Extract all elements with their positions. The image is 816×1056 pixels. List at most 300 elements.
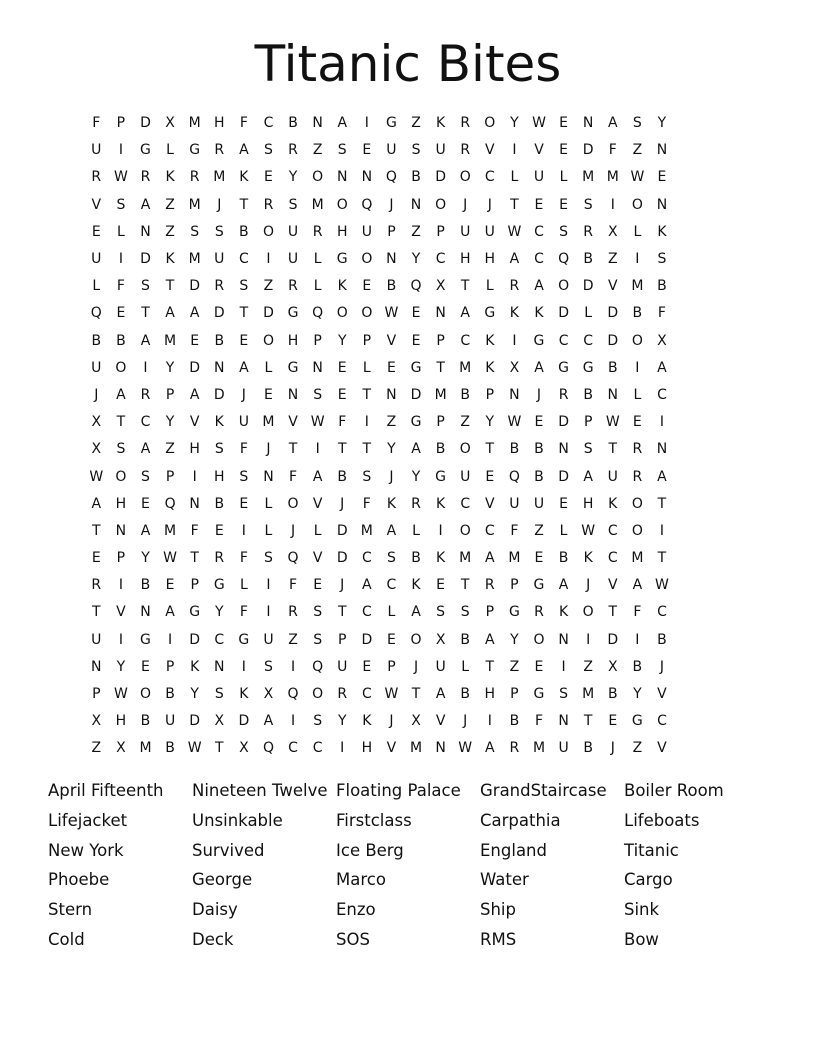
word-list-item: Lifeboats — [624, 810, 700, 830]
grid-letter: A — [411, 604, 421, 621]
grid-letter: V — [116, 604, 126, 621]
grid-letter: T — [485, 441, 495, 458]
grid-letter: Z — [386, 414, 397, 431]
grid-letter: G — [508, 604, 520, 621]
grid-letter: N — [435, 305, 446, 322]
grid-letter: R — [411, 495, 421, 512]
grid-letter: Y — [411, 468, 421, 485]
grid-letter: O — [582, 604, 594, 621]
grid-letter: F — [510, 522, 519, 539]
grid-letter: B — [460, 386, 470, 403]
grid-letter: L — [461, 658, 470, 675]
grid-letter: Y — [510, 115, 519, 132]
grid-letter: S — [116, 441, 126, 458]
grid-letter: A — [337, 115, 348, 132]
grid-letter: R — [583, 223, 594, 240]
grid-letter: A — [263, 713, 274, 730]
word-list-item: Water — [480, 870, 529, 890]
grid-letter: D — [607, 305, 619, 322]
grid-letter: U — [337, 658, 348, 675]
grid-letter: T — [141, 305, 150, 322]
grid-letter: A — [386, 522, 397, 539]
grid-letter: M — [188, 115, 201, 132]
grid-letter: M — [409, 740, 423, 757]
grid-letter: K — [608, 495, 618, 512]
grid-letter: I — [118, 142, 123, 159]
grid-letter: I — [266, 604, 271, 621]
grid-letter: S — [362, 468, 372, 485]
word-list-item: Bow — [624, 929, 659, 949]
grid-letter: L — [239, 577, 248, 594]
grid-letter: P — [510, 686, 519, 703]
word-list-item: April Fifteenth — [48, 781, 164, 800]
grid-letter: T — [92, 522, 101, 539]
grid-letter: S — [141, 468, 150, 485]
grid-letter: A — [239, 359, 249, 376]
grid-letter: R — [509, 740, 520, 757]
grid-letter: I — [241, 522, 246, 539]
grid-letter: E — [141, 658, 150, 675]
word-list-item: Ice Berg — [336, 840, 404, 860]
grid-letter: N — [435, 740, 446, 757]
grid-letter: E — [91, 550, 101, 567]
grid-letter: G — [287, 305, 299, 322]
grid-letter: H — [459, 251, 471, 268]
grid-letter: Y — [165, 414, 175, 431]
grid-letter: E — [337, 359, 347, 376]
grid-letter: V — [386, 332, 397, 349]
grid-letter: H — [484, 251, 496, 268]
grid-letter: G — [410, 414, 422, 431]
grid-letter: N — [558, 441, 569, 458]
grid-letter: U — [91, 359, 102, 376]
grid-letter: U — [287, 223, 299, 240]
grid-letter: Y — [633, 686, 642, 703]
grid-letter: R — [558, 386, 569, 403]
grid-letter: K — [485, 332, 495, 349]
grid-row — [84, 246, 732, 273]
grid-letter: U — [386, 142, 397, 159]
grid-letter: W — [630, 169, 645, 186]
grid-letter: X — [91, 414, 102, 431]
grid-letter: Z — [460, 414, 470, 431]
grid-letter: L — [510, 169, 519, 186]
word-list-item: Firstclass — [336, 810, 412, 830]
grid-letter: C — [607, 550, 618, 567]
grid-letter: D — [558, 305, 569, 322]
grid-letter: D — [140, 251, 151, 268]
grid-letter: X — [214, 713, 225, 730]
grid-letter: G — [140, 142, 151, 159]
grid-letter: O — [631, 522, 643, 539]
grid-letter: E — [559, 142, 568, 159]
grid-letter: V — [189, 414, 200, 431]
grid-letter: C — [657, 604, 667, 621]
grid-letter: D — [607, 631, 619, 648]
grid-letter: P — [485, 604, 495, 621]
grid-letter: L — [313, 251, 322, 268]
grid-letter: B — [632, 658, 643, 675]
grid-letter: W — [113, 686, 128, 703]
grid-letter: B — [534, 441, 544, 458]
grid-letter: S — [632, 115, 642, 132]
grid-letter: A — [583, 468, 593, 485]
grid-letter: Q — [410, 278, 422, 295]
grid-letter: V — [91, 196, 102, 213]
grid-letter: R — [91, 577, 102, 594]
grid-letter: E — [485, 468, 495, 485]
word-list-item: Survived — [192, 840, 265, 860]
grid-letter: J — [340, 577, 345, 594]
grid-letter: B — [435, 441, 446, 458]
grid-letter: S — [313, 604, 323, 621]
grid-letter: A — [411, 441, 421, 458]
grid-letter: Y — [165, 359, 175, 376]
grid-letter: X — [607, 223, 618, 240]
word-list-item: New York — [48, 840, 124, 860]
grid-letter: W — [507, 414, 522, 431]
grid-letter: H — [115, 495, 127, 512]
grid-row — [84, 708, 732, 735]
grid-letter: D — [582, 142, 594, 159]
grid-letter: X — [607, 658, 618, 675]
grid-letter: Q — [558, 251, 570, 268]
grid-letter: A — [140, 332, 151, 349]
grid-letter: J — [290, 522, 296, 539]
grid-letter: O — [533, 631, 545, 648]
grid-letter: N — [607, 386, 618, 403]
grid-letter: D — [238, 713, 250, 730]
grid-letter: B — [91, 332, 102, 349]
grid-letter: B — [386, 278, 397, 295]
grid-letter: N — [115, 522, 127, 539]
grid-letter: I — [635, 631, 640, 648]
grid-letter: K — [657, 223, 667, 240]
grid-letter: L — [264, 495, 273, 512]
grid-letter: E — [239, 495, 249, 512]
grid-row — [84, 491, 732, 518]
grid-letter: M — [532, 740, 546, 757]
word-list-item: Deck — [192, 929, 234, 949]
grid-letter: C — [534, 223, 544, 240]
grid-letter: E — [362, 658, 372, 675]
grid-letter: K — [239, 686, 249, 703]
grid-letter: J — [94, 386, 99, 403]
grid-letter: Y — [411, 251, 421, 268]
grid-letter: C — [657, 386, 667, 403]
grid-letter: C — [534, 251, 544, 268]
word-list-item: Lifejacket — [48, 810, 128, 830]
grid-letter: E — [141, 495, 150, 512]
grid-letter: D — [213, 305, 225, 322]
grid-letter: F — [534, 713, 544, 730]
grid-letter: B — [140, 713, 151, 730]
grid-letter: P — [338, 631, 347, 648]
word-list-item: Cargo — [624, 870, 673, 890]
grid-letter: F — [289, 577, 298, 594]
grid-letter: F — [116, 278, 125, 295]
grid-letter: E — [190, 332, 200, 349]
grid-letter: C — [484, 169, 495, 186]
grid-letter: Z — [509, 658, 520, 675]
grid-letter: J — [463, 196, 468, 213]
grid-letter: O — [287, 495, 299, 512]
grid-row — [84, 681, 732, 708]
grid-letter: J — [586, 577, 591, 594]
grid-letter: K — [362, 713, 372, 730]
grid-letter: O — [115, 359, 127, 376]
grid-letter: U — [558, 740, 569, 757]
grid-row — [84, 137, 732, 164]
grid-letter: F — [633, 604, 642, 621]
grid-letter: W — [384, 686, 399, 703]
grid-letter: R — [214, 142, 225, 159]
grid-letter: G — [558, 359, 569, 376]
grid-letter: D — [582, 278, 594, 295]
grid-row — [84, 627, 732, 654]
grid-letter: N — [214, 658, 225, 675]
grid-letter: B — [607, 686, 618, 703]
grid-letter: L — [633, 386, 642, 403]
grid-letter: U — [164, 713, 176, 730]
grid-letter: O — [631, 332, 643, 349]
grid-letter: W — [581, 522, 596, 539]
grid-letter: E — [411, 332, 421, 349]
grid-letter: J — [389, 468, 394, 485]
grid-letter: U — [484, 223, 495, 240]
grid-letter: R — [534, 604, 544, 621]
grid-letter: V — [386, 740, 397, 757]
grid-letter: K — [337, 278, 347, 295]
grid-letter: L — [166, 142, 174, 159]
grid-letter: S — [116, 196, 126, 213]
grid-letter: T — [337, 441, 347, 458]
grid-letter: B — [583, 740, 593, 757]
grid-letter: E — [632, 414, 642, 431]
grid-letter: K — [436, 550, 446, 567]
grid-letter: F — [289, 468, 298, 485]
grid-letter: S — [411, 142, 421, 159]
grid-letter: H — [115, 713, 127, 730]
grid-letter: C — [386, 577, 397, 594]
grid-letter: U — [214, 251, 225, 268]
grid-letter: N — [582, 115, 594, 132]
grid-letter: C — [484, 522, 495, 539]
grid-letter: T — [239, 196, 249, 213]
grid-letter: O — [410, 631, 422, 648]
grid-letter: S — [288, 196, 298, 213]
grid-letter: R — [460, 115, 471, 132]
grid-letter: O — [312, 169, 324, 186]
grid-letter: R — [91, 169, 102, 186]
grid-letter: Z — [91, 740, 102, 757]
grid-letter: G — [484, 305, 496, 322]
grid-letter: X — [657, 332, 667, 349]
grid-letter: Q — [312, 305, 324, 322]
grid-letter: C — [607, 522, 618, 539]
grid-letter: N — [214, 359, 225, 376]
grid-letter: O — [631, 196, 643, 213]
grid-letter: M — [631, 550, 644, 567]
grid-letter: L — [116, 223, 125, 240]
grid-letter: A — [607, 115, 618, 132]
grid-letter: G — [140, 631, 151, 648]
grid-letter: T — [214, 740, 224, 757]
grid-letter: O — [558, 278, 570, 295]
grid-letter: R — [484, 577, 495, 594]
grid-letter: K — [509, 305, 519, 322]
grid-letter: Y — [337, 713, 347, 730]
grid-letter: J — [389, 196, 394, 213]
grid-letter: U — [435, 142, 446, 159]
grid-letter: A — [140, 441, 151, 458]
grid-row — [84, 328, 732, 355]
grid-letter: S — [141, 278, 150, 295]
grid-letter: G — [213, 577, 225, 594]
grid-letter: D — [558, 468, 569, 485]
grid-letter: R — [288, 604, 298, 621]
grid-letter: T — [460, 577, 470, 594]
grid-letter: P — [436, 332, 445, 349]
grid-letter: I — [340, 740, 345, 757]
word-list-item: Marco — [336, 870, 386, 890]
grid-letter: D — [336, 550, 348, 567]
grid-letter: V — [312, 495, 323, 512]
grid-letter: I — [118, 631, 123, 648]
grid-letter: K — [190, 658, 200, 675]
grid-letter: S — [239, 468, 249, 485]
grid-letter: N — [558, 713, 569, 730]
grid-letter: M — [582, 169, 595, 186]
grid-letter: Y — [387, 441, 396, 458]
grid-letter: S — [313, 631, 323, 648]
grid-letter: T — [337, 604, 347, 621]
grid-letter: B — [607, 359, 618, 376]
grid-letter: Y — [116, 658, 126, 675]
grid-letter: A — [460, 305, 470, 322]
grid-letter: D — [336, 522, 348, 539]
grid-letter: M — [311, 196, 324, 213]
grid-letter: A — [189, 386, 200, 403]
grid-letter: M — [262, 414, 275, 431]
grid-letter: E — [362, 142, 372, 159]
grid-letter: F — [239, 604, 248, 621]
grid-letter: T — [92, 604, 101, 621]
grid-letter: N — [312, 359, 323, 376]
grid-letter: T — [608, 604, 618, 621]
grid-letter: L — [633, 223, 642, 240]
grid-letter: E — [534, 550, 544, 567]
grid-letter: H — [336, 223, 348, 240]
grid-letter: I — [266, 251, 271, 268]
grid-letter: L — [559, 169, 568, 186]
grid-letter: S — [239, 278, 249, 295]
grid-letter: I — [290, 713, 296, 730]
grid-letter: T — [657, 495, 667, 512]
grid-letter: P — [387, 658, 396, 675]
grid-letter: I — [364, 414, 369, 431]
grid-letter: L — [313, 278, 322, 295]
grid-letter: Z — [411, 115, 421, 132]
grid-letter: U — [509, 495, 520, 512]
grid-letter: G — [435, 468, 447, 485]
grid-letter: C — [558, 332, 569, 349]
grid-letter: X — [91, 713, 102, 730]
grid-letter: O — [459, 169, 471, 186]
grid-letter: D — [189, 359, 201, 376]
grid-letter: A — [632, 577, 643, 594]
grid-letter: P — [387, 223, 396, 240]
grid-letter: Q — [90, 305, 102, 322]
grid-letter: Z — [165, 441, 175, 458]
grid-letter: O — [435, 196, 447, 213]
grid-letter: O — [459, 441, 471, 458]
grid-letter: T — [583, 713, 593, 730]
grid-letter: R — [337, 686, 348, 703]
grid-letter: B — [460, 686, 470, 703]
grid-letter: I — [364, 115, 369, 132]
grid-letter: H — [189, 441, 200, 458]
grid-letter: W — [163, 550, 177, 567]
puzzle-title: Titanic Bites — [254, 35, 562, 93]
grid-letter: U — [607, 468, 618, 485]
grid-letter: I — [168, 631, 173, 648]
word-list-item: Unsinkable — [192, 810, 283, 830]
grid-letter: P — [165, 468, 175, 485]
grid-letter: N — [656, 142, 668, 159]
grid-letter: E — [165, 577, 175, 594]
grid-letter: C — [361, 686, 372, 703]
grid-letter: B — [288, 115, 298, 132]
grid-letter: G — [631, 713, 643, 730]
grid-letter: P — [92, 686, 101, 703]
grid-letter: I — [659, 522, 665, 539]
grid-letter: R — [312, 223, 323, 240]
grid-letter: C — [657, 713, 667, 730]
grid-letter: O — [262, 332, 274, 349]
grid-letter: Q — [164, 495, 176, 512]
grid-letter: G — [189, 142, 201, 159]
grid-letter: X — [116, 740, 126, 757]
grid-letter: A — [657, 468, 667, 485]
grid-letter: U — [238, 414, 249, 431]
grid-letter: B — [583, 386, 593, 403]
grid-letter: K — [239, 169, 249, 186]
grid-letter: U — [91, 251, 102, 268]
grid-letter: P — [583, 414, 593, 431]
grid-letter: D — [189, 631, 201, 648]
word-list-item: SOS — [336, 929, 370, 949]
grid-letter: U — [460, 223, 471, 240]
grid-letter: S — [583, 441, 593, 458]
grid-letter: E — [534, 196, 544, 213]
grid-row — [84, 110, 732, 137]
grid-letter: M — [582, 686, 595, 703]
grid-letter: J — [413, 658, 419, 675]
grid-row — [84, 518, 732, 545]
grid-letter: G — [582, 359, 594, 376]
grid-letter: R — [214, 278, 225, 295]
grid-letter: E — [264, 386, 273, 403]
word-list-item: RMS — [480, 929, 517, 949]
grid-letter: F — [239, 550, 248, 567]
grid-letter: T — [510, 196, 519, 213]
grid-letter: E — [214, 522, 224, 539]
grid-letter: V — [312, 550, 323, 567]
grid-letter: B — [460, 631, 470, 648]
grid-letter: N — [386, 251, 397, 268]
grid-letter: B — [411, 169, 421, 186]
